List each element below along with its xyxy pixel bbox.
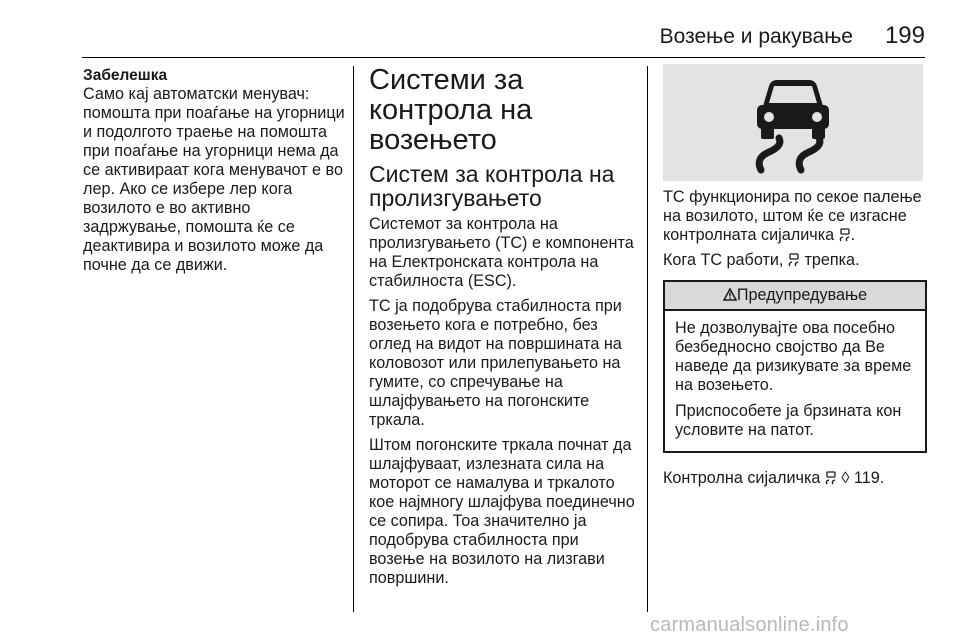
warning-paragraph-2: Приспособете ја брзината кон условите на патот. bbox=[675, 402, 902, 439]
section-subheading: Систем за контрола на пролизгувањето bbox=[369, 161, 615, 211]
column-3 bbox=[663, 64, 927, 494]
watermark: carmanualsonline.info bbox=[650, 614, 849, 636]
warning-triangle-icon bbox=[723, 288, 737, 301]
page-reference-arrow-icon: ◊ bbox=[841, 469, 850, 487]
note-text: Само кај автоматски менувач: помошта при поаѓање на угорници и подолгото траење на помошта при поаѓање на угорници нема да се активираат кога менувачот е во лер. Ако се избере лер кога возилото е во активно задржување, помошта ќе се деактивира и возилото може да почне да се движи. bbox=[83, 85, 345, 274]
column-divider-2 bbox=[647, 66, 648, 612]
column-2 bbox=[369, 64, 635, 594]
column-1 bbox=[83, 64, 345, 281]
page-number: 199 bbox=[884, 22, 925, 49]
tc-indicator-icon bbox=[825, 471, 837, 485]
paragraph-2: TC ја подобрува стабилноста при возењето кога е потребно, без оглед на видот на површината на коловозот или прилепувањето на гумите, со спречување на шлајфувањето на погонските тркала. bbox=[369, 297, 622, 429]
paragraph-3: Штом погонските тркала почнат да шлајфуваат, излезната сила на моторот се намалува и тркалото кое најмногу шлајфува поединечно се сопира. Тоа значително ја подобрува стабилноста при возење на возилото на лизгави површини. bbox=[369, 436, 635, 587]
cross-reference bbox=[663, 469, 927, 488]
page-header bbox=[0, 22, 925, 52]
tc-p2-text: Кога TC работи, bbox=[663, 251, 784, 269]
tc-p1-end: . bbox=[850, 226, 856, 244]
tc-indicator-icon bbox=[839, 228, 851, 242]
tc-paragraph-1 bbox=[663, 188, 927, 245]
reference-page-link[interactable]: 119. bbox=[853, 469, 885, 487]
tc-indicator-icon bbox=[788, 253, 800, 267]
tc-p2-end: трепка. bbox=[804, 251, 860, 269]
column-divider-1 bbox=[353, 66, 354, 612]
header-title: Возење и ракување bbox=[659, 25, 853, 48]
reference-text: Контролна сијаличка bbox=[663, 469, 821, 487]
warning-title-bar bbox=[665, 282, 925, 311]
warning-box bbox=[663, 280, 927, 453]
warning-body bbox=[665, 311, 925, 451]
note-title: Забелешка bbox=[83, 67, 168, 84]
paragraph-1: Системот за контрола на пролизгувањето (TC) е компонента на Електронската контрола на стабилноста (ESC). bbox=[369, 215, 634, 290]
header-rule bbox=[82, 57, 925, 58]
traction-control-icon bbox=[747, 72, 839, 174]
warning-paragraph-1: Не дозволувајте ова посебно безбедносно својство да Ве наведе да ризикувате за време на возењето. bbox=[675, 319, 912, 394]
warning-title: Предупредување bbox=[736, 286, 868, 304]
tc-paragraph-2 bbox=[663, 251, 927, 270]
tc-p1-text: TC функционира по секое палење на возилото, штом ќе се изгасне контролната сијаличка bbox=[663, 188, 922, 244]
section-heading: Системи за контрола на возењето bbox=[369, 64, 533, 156]
traction-control-illustration bbox=[663, 64, 923, 181]
